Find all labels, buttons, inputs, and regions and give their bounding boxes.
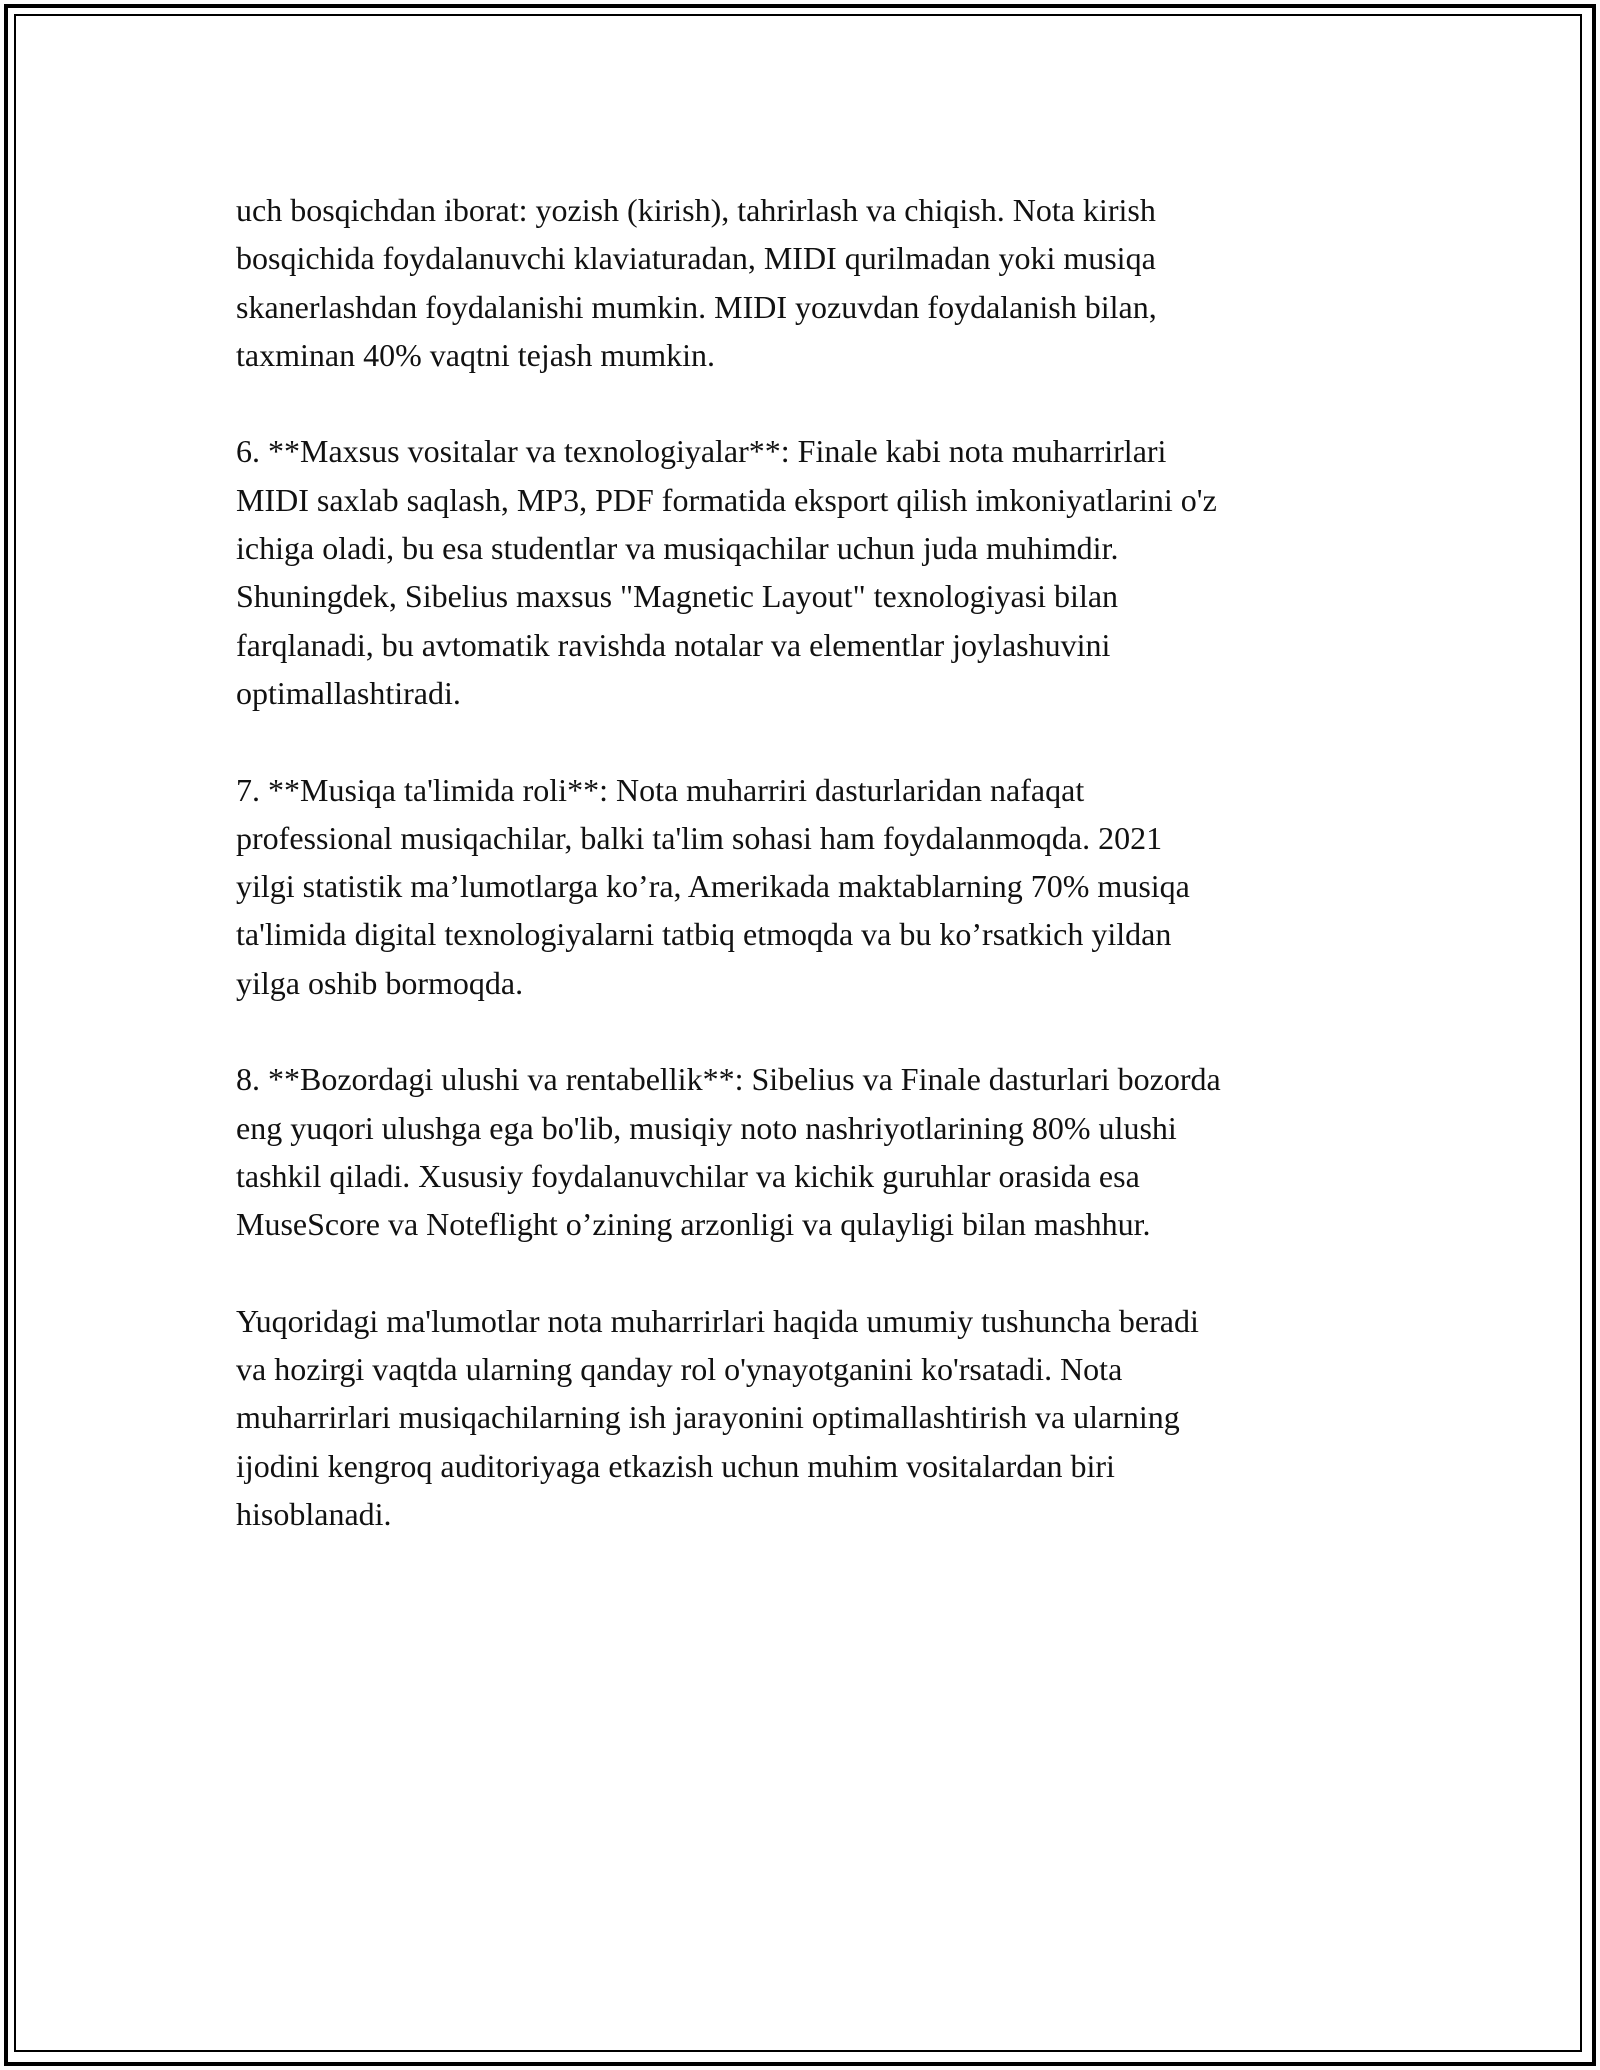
- paragraph-conclusion: [236, 1297, 1376, 1538]
- text-line: bosqichida foydalanuvchi klaviaturadan, MIDI qurilmadan yoki musiqa: [236, 240, 1156, 277]
- text-line: yilga oshib bormoqda.: [236, 964, 524, 1001]
- text-line: 7. **Musiqa ta'limida roli**: Nota muharriri dasturlaridan nafaqat: [236, 771, 1085, 808]
- text-line: eng yuqori ulushga ega bo'lib, musiqiy noto nashriyotlarining 80% ulushi: [236, 1109, 1177, 1146]
- text-line: skanerlashdan foydalanishi mumkin. MIDI yozuvdan foydalanish bilan,: [236, 288, 1157, 325]
- paragraph-item-6: [236, 427, 1376, 717]
- text-line: taxminan 40% vaqtni tejash mumkin.: [236, 336, 716, 373]
- paragraph-item-7: [236, 766, 1376, 1007]
- document-body: [236, 186, 1376, 1587]
- text-line: muharrirlari musiqachilarning ish jarayonini optimallashtirish va ularning: [236, 1399, 1180, 1436]
- paragraph-item-8: [236, 1055, 1376, 1248]
- text-line: Yuqoridagi ma'lumotlar nota muharrirlari haqida umumiy tushuncha beradi: [236, 1302, 1199, 1339]
- text-line: optimallashtiradi.: [236, 674, 461, 711]
- text-line: professional musiqachilar, balki ta'lim sohasi ham foydalanmoqda. 2021: [236, 819, 1163, 856]
- text-line: va hozirgi vaqtda ularning qanday rol o'ynayotganini ko'rsatadi. Nota: [236, 1351, 1123, 1388]
- text-line: 8. **Bozordagi ulushi va rentabellik**: Sibelius va Finale dasturlari bozorda: [236, 1061, 1221, 1098]
- text-line: Shuningdek, Sibelius maxsus "Magnetic Layout" texnologiyasi bilan: [236, 578, 1119, 615]
- text-line: uch bosqichdan iborat: yozish (kirish), tahrirlash va chiqish. Nota kirish: [236, 192, 1156, 228]
- text-line: 6. **Maxsus vositalar va texnologiyalar**: Finale kabi nota muharrirlari: [236, 433, 1167, 470]
- text-line: yilgi statistik ma’lumotlarga ko’ra, Amerikada maktablarning 70% musiqa: [236, 868, 1190, 905]
- text-line: ichiga oladi, bu esa studentlar va musiqachilar uchun juda muhimdir.: [236, 530, 1119, 567]
- text-line: ta'limida digital texnologiyalarni tatbiq etmoqda va bu ko’rsatkich yildan: [236, 916, 1172, 953]
- text-line: tashkil qiladi. Xususiy foydalanuvchilar va kichik guruhlar orasida esa: [236, 1157, 1140, 1194]
- text-line: hisoblanadi.: [236, 1496, 392, 1533]
- text-line: MuseScore va Noteflight o’zining arzonligi va qulayligi bilan mashhur.: [236, 1206, 1151, 1243]
- text-line: ijodini kengroq auditoriyaga etkazish uchun muhim vositalardan biri: [236, 1447, 1115, 1484]
- text-line: MIDI saxlab saqlash, MP3, PDF formatida eksport qilish imkoniyatlarini o'z: [236, 481, 1217, 518]
- paragraph-intro-continuation: [236, 186, 1376, 379]
- text-line: farqlanadi, bu avtomatik ravishda notalar va elementlar joylashuvini: [236, 626, 1111, 663]
